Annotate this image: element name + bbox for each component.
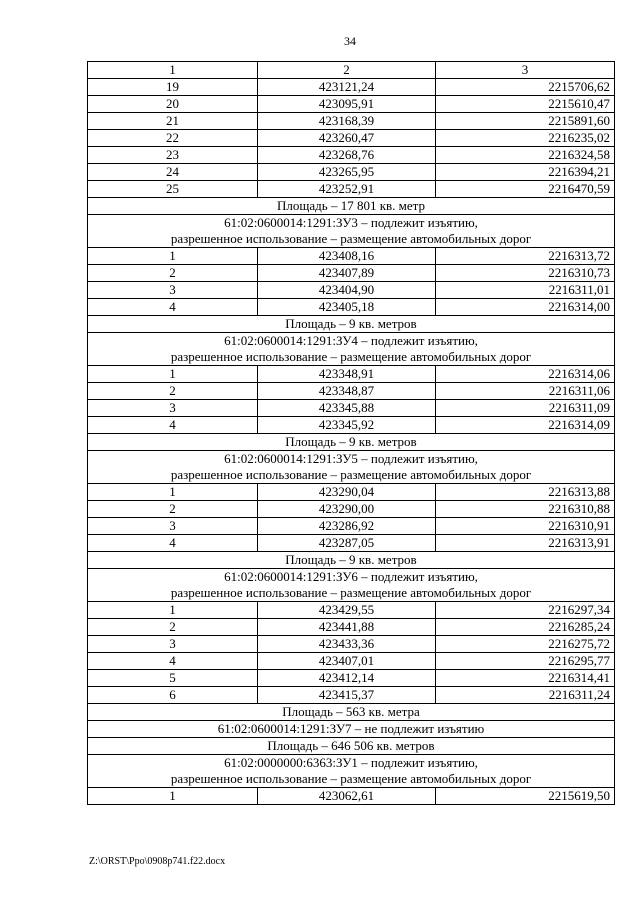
note-line: 61:02:0600014:1291:ЗУ4 – подлежит изъятию, — [224, 333, 478, 348]
point-number-cell: 4 — [88, 299, 258, 316]
x-coordinate-cell: 423121,24 — [258, 79, 436, 96]
point-number-cell: 5 — [88, 670, 258, 687]
point-number-cell: 1 — [88, 484, 258, 501]
y-coordinate-cell: 2216297,34 — [436, 602, 615, 619]
y-coordinate-cell: 2216313,91 — [436, 535, 615, 552]
point-number-cell: 3 — [88, 518, 258, 535]
coordinate-row — [88, 299, 615, 316]
point-number-cell: 2 — [88, 383, 258, 400]
note-line: 61:02:0600014:1291:ЗУ3 – подлежит изъятию, — [224, 215, 478, 230]
point-number-cell: 25 — [88, 181, 258, 198]
x-coordinate-cell: 423265,95 — [258, 164, 436, 181]
y-coordinate-cell: 2216314,06 — [436, 366, 615, 383]
note-line: 61:02:0600014:1291:ЗУ5 – подлежит изъятию, — [224, 451, 478, 466]
y-coordinate-cell: 2216314,41 — [436, 670, 615, 687]
note-row — [88, 755, 615, 788]
note-line: Площадь – 9 кв. метров — [285, 552, 417, 567]
note-row — [88, 198, 615, 215]
y-coordinate-cell: 2216285,24 — [436, 619, 615, 636]
y-coordinate-cell: 2216324,58 — [436, 147, 615, 164]
x-coordinate-cell: 423268,76 — [258, 147, 436, 164]
y-coordinate-cell: 2216311,09 — [436, 400, 615, 417]
y-coordinate-cell: 2216470,59 — [436, 181, 615, 198]
y-coordinate-cell: 2216310,91 — [436, 518, 615, 535]
y-coordinate-cell: 2216311,24 — [436, 687, 615, 704]
x-coordinate-cell: 423404,90 — [258, 282, 436, 299]
x-coordinate-cell: 423348,87 — [258, 383, 436, 400]
note-row — [88, 215, 615, 248]
note-row — [88, 704, 615, 721]
x-coordinate-cell: 423287,05 — [258, 535, 436, 552]
x-coordinate-cell: 423441,88 — [258, 619, 436, 636]
point-number-cell: 3 — [88, 400, 258, 417]
coordinate-row — [88, 383, 615, 400]
x-coordinate-cell: 423348,91 — [258, 366, 436, 383]
x-coordinate-cell: 423095,91 — [258, 96, 436, 113]
note-row — [88, 738, 615, 755]
note-cell — [88, 552, 615, 569]
note-line: Площадь – 17 801 кв. метр — [277, 198, 425, 213]
coordinate-row — [88, 788, 615, 805]
note-cell — [88, 316, 615, 333]
coordinate-row — [88, 79, 615, 96]
coordinate-row — [88, 484, 615, 501]
note-line: Площадь – 9 кв. метров — [285, 316, 417, 331]
coordinate-row — [88, 164, 615, 181]
note-line: 61:02:0600014:1291:ЗУ7 – не подлежит изъятию — [217, 721, 485, 736]
note-cell — [88, 434, 615, 451]
coordinate-row — [88, 181, 615, 198]
note-row — [88, 333, 615, 366]
x-coordinate-cell: 423286,92 — [258, 518, 436, 535]
note-row — [88, 434, 615, 451]
y-coordinate-cell: 2216311,01 — [436, 282, 615, 299]
note-cell — [88, 721, 615, 738]
note-cell — [88, 451, 615, 484]
coordinate-row — [88, 670, 615, 687]
note-line: разрешенное использование – размещение автомобильных дорог — [170, 585, 532, 600]
coordinate-row — [88, 636, 615, 653]
coordinate-row — [88, 113, 615, 130]
y-coordinate-cell: 2216313,72 — [436, 248, 615, 265]
note-row — [88, 316, 615, 333]
coordinate-row — [88, 248, 615, 265]
x-coordinate-cell: 423408,16 — [258, 248, 436, 265]
x-coordinate-cell: 423168,39 — [258, 113, 436, 130]
coordinate-row — [88, 147, 615, 164]
x-coordinate-cell: 423290,04 — [258, 484, 436, 501]
note-line: разрешенное использование – размещение автомобильных дорог — [170, 467, 532, 482]
point-number-cell: 4 — [88, 535, 258, 552]
y-coordinate-cell: 2215619,50 — [436, 788, 615, 805]
note-cell — [88, 569, 615, 602]
coordinate-row — [88, 96, 615, 113]
note-line: Площадь – 9 кв. метров — [285, 434, 417, 449]
point-number-cell: 1 — [88, 248, 258, 265]
point-number-cell: 2 — [88, 619, 258, 636]
coordinate-row — [88, 130, 615, 147]
x-coordinate-cell: 423412,14 — [258, 670, 436, 687]
note-row — [88, 451, 615, 484]
note-row — [88, 552, 615, 569]
note-cell — [88, 333, 615, 366]
note-cell — [88, 755, 615, 788]
note-row — [88, 721, 615, 738]
point-number-cell: 4 — [88, 417, 258, 434]
y-coordinate-cell: 2215610,47 — [436, 96, 615, 113]
note-line: разрешенное использование – размещение автомобильных дорог — [170, 349, 532, 364]
y-coordinate-cell: 2216394,21 — [436, 164, 615, 181]
coordinate-row — [88, 602, 615, 619]
y-coordinate-cell: 2216314,00 — [436, 299, 615, 316]
x-coordinate-cell: 423260,47 — [258, 130, 436, 147]
coordinate-row — [88, 619, 615, 636]
note-line: разрешенное использование – размещение автомобильных дорог — [170, 231, 532, 246]
point-number-cell: 20 — [88, 96, 258, 113]
point-number-cell: 1 — [88, 602, 258, 619]
y-coordinate-cell: 2216235,02 — [436, 130, 615, 147]
column-number-row — [88, 62, 615, 79]
x-coordinate-cell: 423252,91 — [258, 181, 436, 198]
note-cell — [88, 704, 615, 721]
y-coordinate-cell: 2216313,88 — [436, 484, 615, 501]
point-number-cell: 1 — [88, 366, 258, 383]
x-coordinate-cell: 423429,55 — [258, 602, 436, 619]
coordinate-row — [88, 501, 615, 518]
y-coordinate-cell: 2216311,06 — [436, 383, 615, 400]
point-number-cell: 19 — [88, 79, 258, 96]
x-coordinate-cell: 423415,37 — [258, 687, 436, 704]
page-number: 34 — [344, 34, 356, 48]
point-number-cell: 2 — [88, 265, 258, 282]
note-line: 61:02:0000000:6363:ЗУ1 – подлежит изъятию, — [224, 755, 478, 770]
point-number-cell: 1 — [88, 788, 258, 805]
x-coordinate-cell: 423062,61 — [258, 788, 436, 805]
coordinate-row — [88, 417, 615, 434]
coordinate-row — [88, 653, 615, 670]
coordinate-row — [88, 518, 615, 535]
y-coordinate-cell: 2216295,77 — [436, 653, 615, 670]
coordinate-row — [88, 265, 615, 282]
note-cell — [88, 198, 615, 215]
coordinates-table-body — [88, 62, 615, 805]
note-cell — [88, 738, 615, 755]
x-coordinate-cell: 2 — [258, 62, 436, 79]
note-row — [88, 569, 615, 602]
y-coordinate-cell: 2215891,60 — [436, 113, 615, 130]
x-coordinate-cell: 423407,01 — [258, 653, 436, 670]
point-number-cell: 2 — [88, 501, 258, 518]
point-number-cell: 23 — [88, 147, 258, 164]
point-number-cell: 3 — [88, 282, 258, 299]
y-coordinate-cell: 3 — [436, 62, 615, 79]
note-cell — [88, 215, 615, 248]
x-coordinate-cell: 423345,92 — [258, 417, 436, 434]
x-coordinate-cell: 423290,00 — [258, 501, 436, 518]
note-line: Площадь – 646 506 кв. метров — [267, 738, 435, 753]
coordinate-row — [88, 282, 615, 299]
coordinate-row — [88, 366, 615, 383]
y-coordinate-cell: 2216314,09 — [436, 417, 615, 434]
note-line: Площадь – 563 кв. метра — [282, 704, 420, 719]
point-number-cell: 6 — [88, 687, 258, 704]
y-coordinate-cell: 2216275,72 — [436, 636, 615, 653]
point-number-cell: 4 — [88, 653, 258, 670]
coordinate-row — [88, 400, 615, 417]
coordinate-row — [88, 687, 615, 704]
point-number-cell: 24 — [88, 164, 258, 181]
point-number-cell: 21 — [88, 113, 258, 130]
y-coordinate-cell: 2216310,88 — [436, 501, 615, 518]
note-line: 61:02:0600014:1291:ЗУ6 – подлежит изъятию, — [224, 569, 478, 584]
x-coordinate-cell: 423405,18 — [258, 299, 436, 316]
coordinates-table — [87, 61, 615, 805]
point-number-cell: 3 — [88, 636, 258, 653]
point-number-cell: 22 — [88, 130, 258, 147]
coordinate-row — [88, 535, 615, 552]
y-coordinate-cell: 2216310,73 — [436, 265, 615, 282]
note-line: разрешенное использование – размещение автомобильных дорог — [170, 771, 532, 786]
x-coordinate-cell: 423345,88 — [258, 400, 436, 417]
x-coordinate-cell: 423407,89 — [258, 265, 436, 282]
y-coordinate-cell: 2215706,62 — [436, 79, 615, 96]
footer-file-path: Z:\ORST\Ppo\0908p741.f22.docx — [89, 856, 226, 867]
x-coordinate-cell: 423433,36 — [258, 636, 436, 653]
point-number-cell: 1 — [88, 62, 258, 79]
